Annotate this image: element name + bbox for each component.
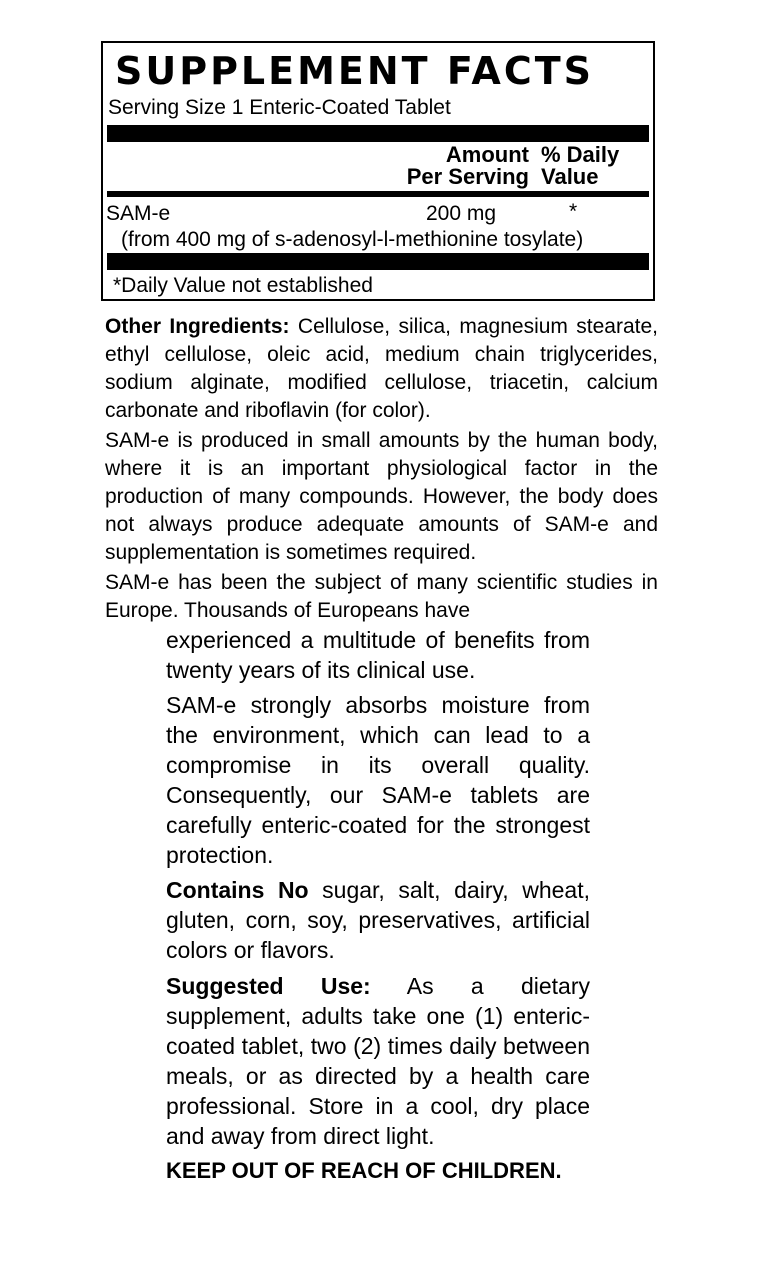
- paragraph-production: SAM-e is produced in small amounts by the human body, where it is an important physiological factor in the production of many compounds. However, the body does not always produce adequate amounts of SAM-e and supplementation is sometimes required.: [105, 429, 658, 564]
- dv-header-line1: % Daily: [541, 142, 620, 167]
- other-ingredients-text: Cellulose, silica, magnesium stearate, ethyl cellulose, oleic acid, medium chain triglycerides, sodium alginate, modified cellulose, triacetin, calcium carbonate and riboflavin (for color).: [105, 315, 658, 422]
- divider-thick: [107, 125, 649, 142]
- paragraph-studies: SAM-e has been the subject of many scientific studies in Europe. Thousands of Europeans have: [105, 571, 658, 622]
- suggested-use-label: Suggested Use:: [166, 973, 371, 999]
- ingredient-amount: 200 mg: [426, 202, 497, 225]
- suggested-use: [166, 971, 590, 1151]
- ingredient-name: SAM-e: [106, 202, 171, 225]
- contains-no: [166, 875, 590, 965]
- other-ingredients-label: Other Ingredients:: [105, 315, 290, 338]
- contains-no-text: sugar, salt, dairy, wheat, gluten, corn, soy, preservatives, artificial colors or flavors.: [166, 877, 590, 963]
- suggested-use-text: As a dietary supplement, adults take one (1) entericcoated tablet, two (2) times daily between meals, or as directed by a health care professional. Store in a cool, dry place and away from direct light.: [166, 973, 590, 1149]
- panel-title: SUPPLEMENT FACTS: [115, 49, 595, 93]
- contains-no-label: Contains No: [166, 877, 309, 903]
- divider-medium: [107, 191, 649, 197]
- ingredient-daily-value: *: [569, 200, 578, 223]
- supplement-facts-panel: [101, 41, 655, 301]
- divider-thick-bottom: [107, 253, 649, 270]
- other-ingredients: [105, 313, 658, 425]
- paragraph-moisture: SAM-e strongly absorbs moisture from the environment, which can lead to a compromise in its overall quality. Consequently, our SAM-e tablets are carefully enteric-coated for the strongest protection.: [166, 692, 590, 868]
- paragraph-benefits: experienced a multitude of benefits from twenty years of its clinical use.: [166, 627, 590, 683]
- serving-size: Serving Size 1 Enteric-Coated Tablet: [108, 96, 451, 119]
- warning-text: KEEP OUT OF REACH OF CHILDREN.: [166, 1158, 562, 1183]
- daily-value-header: [541, 144, 619, 188]
- ingredient-source: (from 400 mg of s-adenosyl-l-methionine tosylate): [121, 228, 584, 251]
- amount-header-line1: Amount: [445, 142, 529, 167]
- amount-header: [399, 144, 529, 188]
- footnote: *Daily Value not established: [113, 274, 373, 297]
- dv-header-line2: Value: [541, 164, 599, 189]
- amount-header-line2: Per Serving: [406, 164, 529, 189]
